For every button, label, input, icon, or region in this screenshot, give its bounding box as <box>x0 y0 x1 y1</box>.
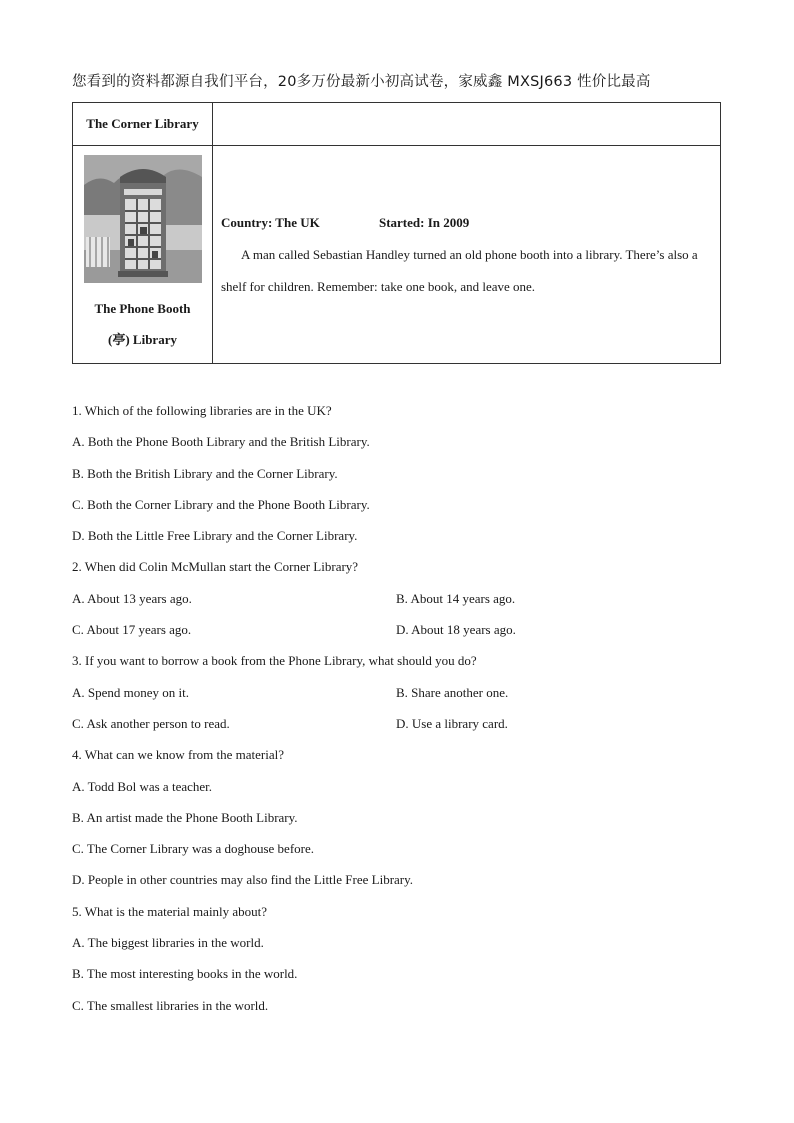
question-4-option-d: D. People in other countries may also find the Little Free Library. <box>72 872 414 888</box>
question-1-option-d: D. Both the Little Free Library and the Corner Library. <box>72 528 358 544</box>
question-3-option-d: D. Use a library card. <box>396 715 508 731</box>
question-4-option-c: C. The Corner Library was a doghouse before. <box>72 841 314 857</box>
library-meta <box>221 207 712 239</box>
question-4-option-b: B. An artist made the Phone Booth Library. <box>72 809 298 825</box>
question-list <box>72 395 732 1021</box>
country-label: Country: The UK <box>221 214 320 230</box>
question-5-text: 5. What is the material mainly about? <box>72 903 268 919</box>
library-description: A man called Sebastian Handley turned an old phone booth into a library. There’s also a shelf for children. Remember: take one book, and leave one. <box>221 246 698 294</box>
question-2-options-row2 <box>72 614 732 645</box>
library-details-cell <box>213 146 721 364</box>
question-2-options-row1 <box>72 583 732 614</box>
question-3-text: 3. If you want to borrow a book from the Phone Library, what should you do? <box>72 653 477 669</box>
question-1-option-b: B. Both the British Library and the Corner Library. <box>72 465 338 481</box>
question-3-option-a: A. Spend money on it. <box>72 684 189 700</box>
question-2-option-a: A. About 13 years ago. <box>72 590 192 606</box>
table-row <box>73 103 721 146</box>
question-2-option-d: D. About 18 years ago. <box>396 622 516 638</box>
question-5-option-c: C. The smallest libraries in the world. <box>72 997 269 1013</box>
question-5-option-a: A. The biggest libraries in the world. <box>72 935 264 951</box>
question-3-option-b: B. Share another one. <box>396 684 509 700</box>
question-2-text: 2. When did Colin McMullan start the Corner Library? <box>72 559 359 575</box>
question-2-option-c: C. About 17 years ago. <box>72 622 192 638</box>
library-photo-cell <box>73 146 213 364</box>
question-4-text: 4. What can we know from the material? <box>72 747 285 763</box>
question-2-option-b: B. About 14 years ago. <box>396 590 516 606</box>
page-header: 您看到的资料都源自我们平台，20多万份最新小初高试卷，家威鑫 MXSJ663 性价比最高 <box>72 74 651 90</box>
question-5-option-b: B. The most interesting books in the world. <box>72 966 298 982</box>
question-3-option-c: C. Ask another person to read. <box>72 715 230 731</box>
question-1-text: 1. Which of the following libraries are in the UK? <box>72 403 332 418</box>
question-1-option-a: A. Both the Phone Booth Library and the British Library. <box>72 434 370 450</box>
library-caption-line2: (亭) Library <box>108 331 177 347</box>
question-4-option-a: A. Todd Bol was a teacher. <box>72 778 213 794</box>
library-name-cell: The Corner Library <box>73 103 213 146</box>
question-1-option-c: C. Both the Corner Library and the Phone Booth Library. <box>72 496 370 512</box>
table-row <box>73 146 721 364</box>
library-table <box>72 102 721 364</box>
started-label: Started: In 2009 <box>378 214 470 230</box>
question-3-options-row2 <box>72 708 732 739</box>
library-info-cell <box>213 103 721 146</box>
question-3-options-row1 <box>72 677 732 708</box>
library-caption-line1: The Phone Booth <box>94 300 191 316</box>
phone-booth-photo <box>84 155 202 283</box>
